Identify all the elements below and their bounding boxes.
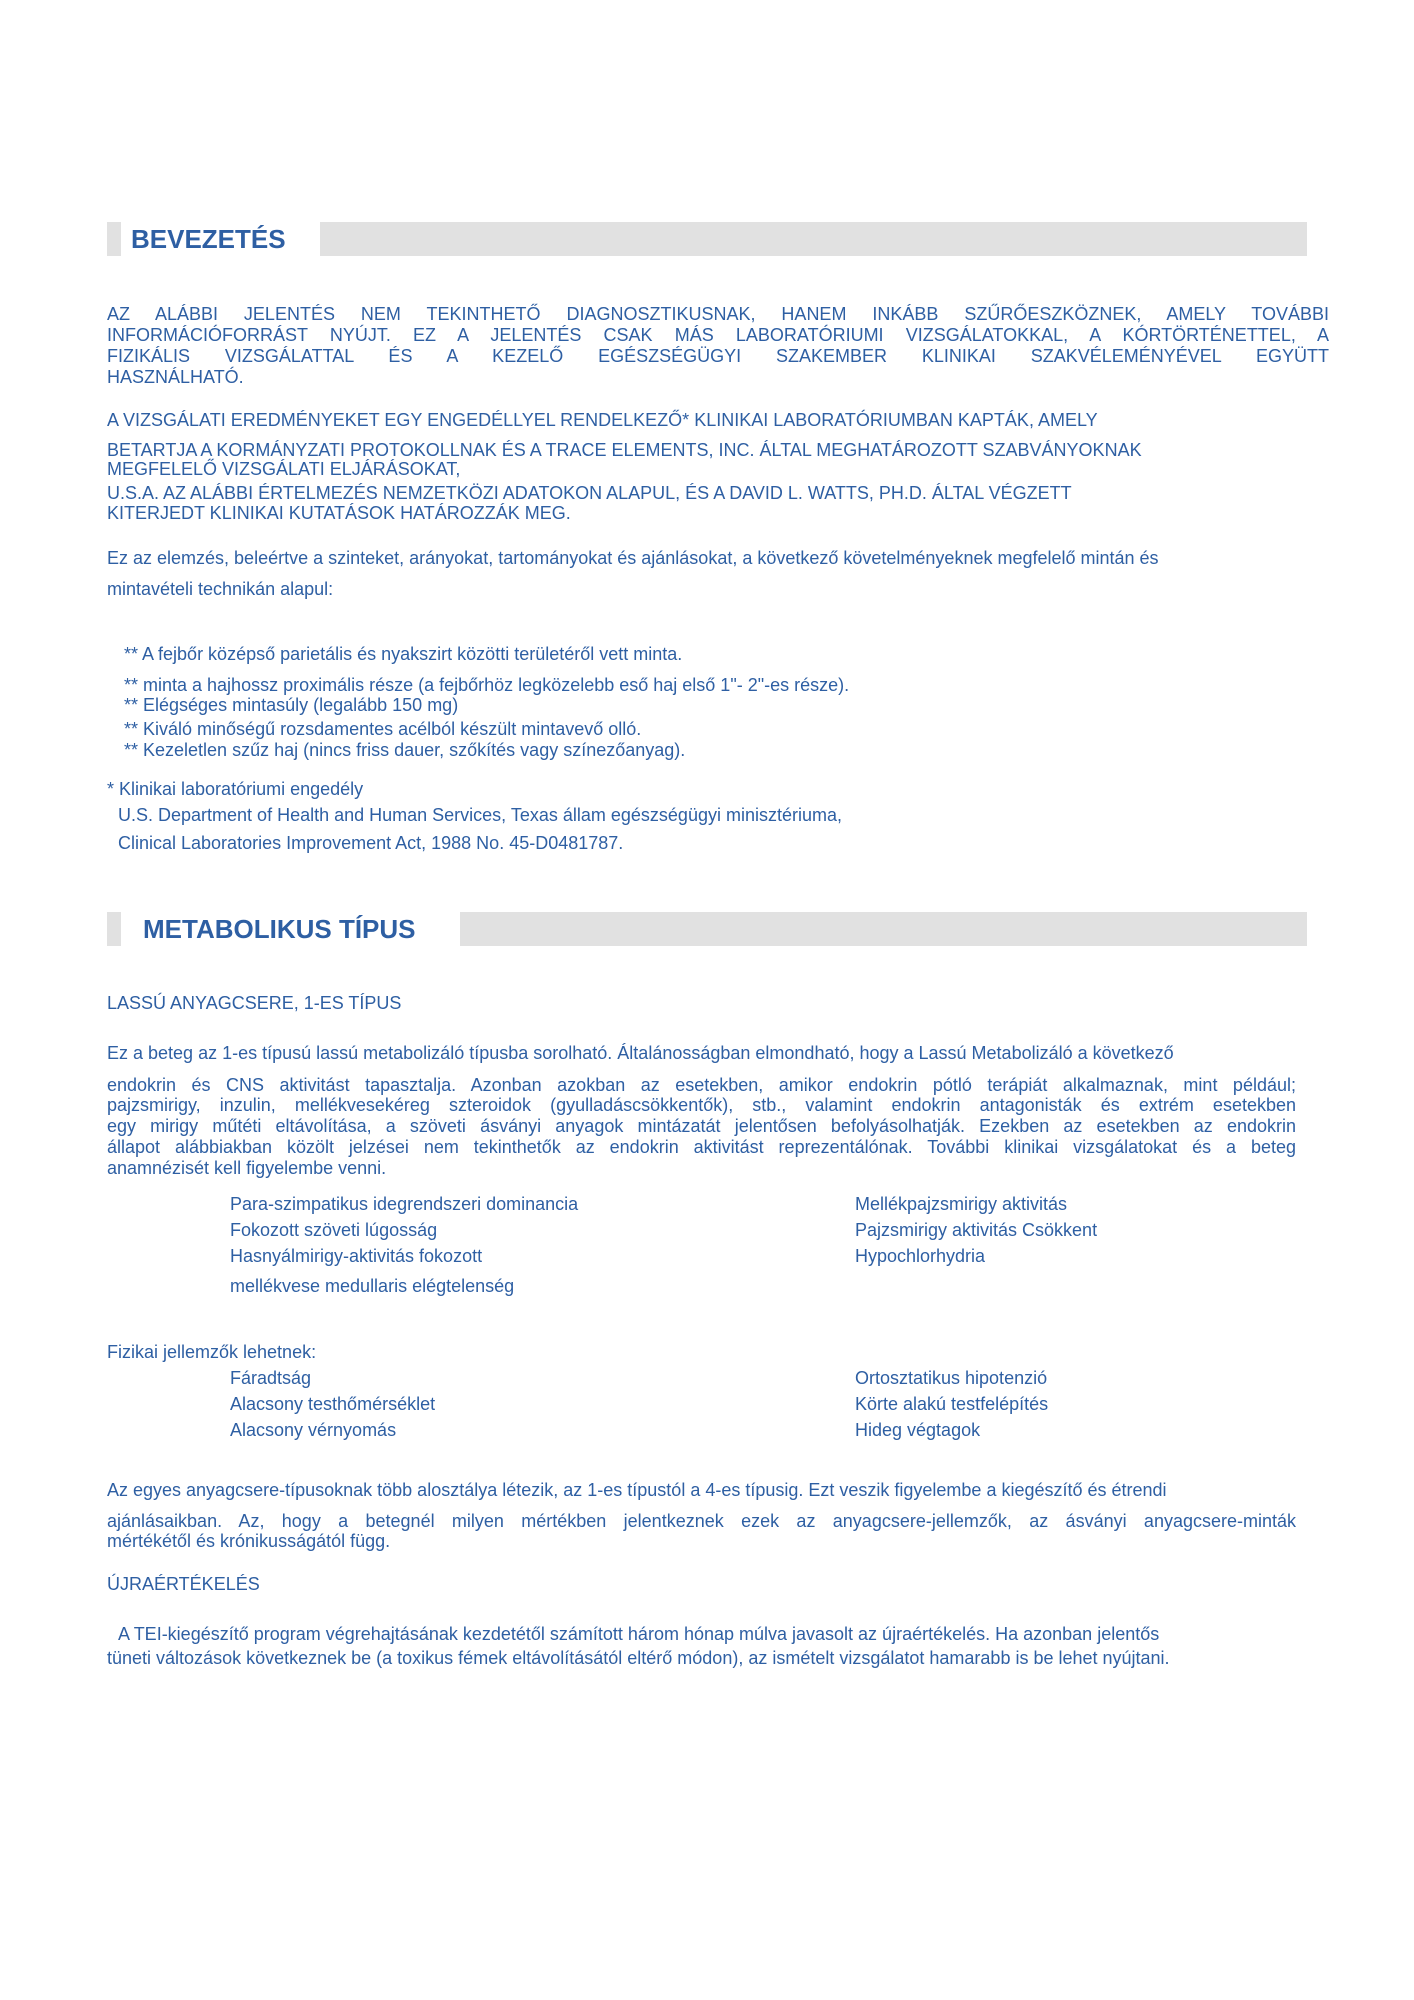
license-footnote: * Klinikai laboratóriumi engedély <box>107 779 364 799</box>
metabolic-paragraph <box>107 1075 1296 1179</box>
subtypes-line: mértékétől és krónikusságától függ. <box>107 1531 391 1551</box>
header-fill-bar <box>320 222 1307 256</box>
reevaluation-line: tüneti változások következnek be (a toxikus fémek eltávolításától eltérő módon), az ismételt vizsgálatot hamarabb is be lehet nyújtani. <box>107 1648 1170 1668</box>
intro-p2-line: A VIZSGÁLATI EREDMÉNYEKET EGY ENGEDÉLLYEL RENDELKEZŐ* KLINIKAI LABORATÓRIUMBAN KAPTÁK, AMELY <box>107 410 1098 430</box>
intro-p3-line: Ez az elemzés, beleértve a szinteket, arányokat, tartományokat és ajánlásokat, a következő követelményeknek megfelelő mintán és <box>107 548 1159 568</box>
intro-p1-line: FIZIKÁLIS VIZSGÁLATTAL ÉS A KEZELŐ EGÉSZSÉGÜGYI SZAKEMBER KLINIKAI SZAKVÉLEMÉNYÉVEL EGYÜTT <box>107 346 1329 366</box>
header-accent-bar <box>107 222 121 256</box>
metabolic-p1-line: egy mirigy műtéti eltávolítása, a szöveti ásványi anyagok mintázatát jelentősen befolyásolhatják. Ezekben az esetekben az endokrin <box>107 1116 1296 1136</box>
license-footnote: Clinical Laboratories Improvement Act, 1988 No. 45-D0481787. <box>118 833 624 853</box>
metabolic-p1-line: Ez a beteg az 1-es típusú lassú metabolizáló típusba sorolható. Általánosságban elmondható, hogy a Lassú Metabolizáló a következő <box>107 1043 1174 1063</box>
metabolic-p1-line: endokrin és CNS aktivitást tapasztalja. Azonban azokban az esetekben, amikor endokrin pótló terápiát alkalmaznak, mint például; <box>107 1075 1296 1095</box>
metabolic-type-label: LASSÚ ANYAGCSERE, 1-ES TÍPUS <box>107 993 402 1013</box>
physical-item: Körte alakú testfelépítés <box>855 1394 1049 1414</box>
section-header-metabolic <box>107 912 1307 946</box>
header-accent-bar <box>107 912 121 946</box>
intro-p3-line: mintavételi technikán alapul: <box>107 579 334 599</box>
intro-p2-line: U.S.A. AZ ALÁBBI ÉRTELMEZÉS NEMZETKÖZI ADATOKON ALAPUL, ÉS A DAVID L. WATTS, PH.D. ÁLTAL VÉGZETT <box>107 483 1072 503</box>
license-footnote: U.S. Department of Health and Human Services, Texas állam egészségügyi minisztériuma, <box>118 805 842 825</box>
metabolic-p1-line: anamnézisét kell figyelembe venni. <box>107 1158 387 1178</box>
subtypes-line: ajánlásaikban. Az, hogy a betegnél milyen mértékben jelentkeznek ezek az anyagcsere-jellemzők, az ásványi anyagcsere-minták <box>107 1511 1296 1531</box>
intro-p1-line: AZ ALÁBBI JELENTÉS NEM TEKINTHETŐ DIAGNOSZTIKUSNAK, HANEM INKÁBB SZŰRŐESZKÖZNEK, AMELY TOVÁBBI <box>107 304 1329 324</box>
requirement-item: ** Kezeletlen szűz haj (nincs friss dauer, szőkítés vagy színezőanyag). <box>124 740 686 760</box>
header-fill-bar <box>460 912 1307 946</box>
physical-item: Fáradtság <box>230 1368 312 1388</box>
reevaluation-line: A TEI-kiegészítő program végrehajtásának kezdetétől számított három hónap múlva javasolt az újraértékelés. Ha azonban jelentős <box>118 1624 1160 1644</box>
trait-item: Para-szimpatikus idegrendszeri dominancia <box>230 1194 579 1214</box>
subtypes-line: Az egyes anyagcsere-típusoknak több alosztálya létezik, az 1-es típustól a 4-es típusig. Ezt veszik figyelembe a kiegészítő és étrendi <box>107 1480 1167 1500</box>
metabolic-p1-line: állapot alábbiakban közölt jelzései nem tekinthetők az endokrin aktivitást reprezentálónak. További klinikai vizsgálatokat és a beteg <box>107 1137 1296 1157</box>
section-title: BEVEZETÉS <box>131 224 286 254</box>
trait-item: Hasnyálmirigy-aktivitás fokozott <box>230 1246 483 1266</box>
requirement-item: ** minta a hajhossz proximális része (a fejbőrhöz legközelebb eső haj első 1"- 2"-es része). <box>124 675 850 695</box>
subtypes-paragraph <box>107 1511 1296 1552</box>
trait-item: Mellékpajzsmirigy aktivitás <box>855 1194 1068 1214</box>
trait-item: Fokozott szöveti lúgosság <box>230 1220 438 1240</box>
physical-item: Alacsony testhőmérséklet <box>230 1394 436 1414</box>
metabolic-p1-line: pajzsmirigy, inzulin, mellékvesekéreg szteroidok (gyulladáscsökkentők), stb., valamint endokrin antagonisták és extrém esetekben <box>107 1095 1296 1115</box>
trait-item: Hypochlorhydria <box>855 1246 986 1266</box>
physical-label: Fizikai jellemzők lehetnek: <box>107 1342 317 1362</box>
intro-p2-line: BETARTJA A KORMÁNYZATI PROTOKOLLNAK ÉS A TRACE ELEMENTS, INC. ÁLTAL MEGHATÁROZOTT SZABVÁNYOKNAK <box>107 440 1142 460</box>
intro-p1-line: INFORMÁCIÓFORRÁST NYÚJT. EZ A JELENTÉS CSAK MÁS LABORATÓRIUMI VIZSGÁLATOKKAL, A KÓRTÖRTÉNETTEL, A <box>107 325 1329 345</box>
section-title: METABOLIKUS TÍPUS <box>143 914 416 944</box>
physical-item: Hideg végtagok <box>855 1420 981 1440</box>
intro-p1-line: HASZNÁLHATÓ. <box>107 367 244 387</box>
trait-item: Pajzsmirigy aktivitás Csökkent <box>855 1220 1098 1240</box>
physical-item: Alacsony vérnyomás <box>230 1420 397 1440</box>
requirement-item: ** Kiváló minőségű rozsdamentes acélból készült mintavevő olló. <box>124 719 642 739</box>
intro-p2-line: MEGFELELŐ VIZSGÁLATI ELJÁRÁSOKAT, <box>107 459 461 479</box>
physical-item: Ortosztatikus hipotenzió <box>855 1368 1048 1388</box>
intro-p2-line: KITERJEDT KLINIKAI KUTATÁSOK HATÁROZZÁK MEG. <box>107 503 571 523</box>
requirement-item: ** Elégséges mintasúly (legalább 150 mg) <box>124 695 459 715</box>
reevaluation-label: ÚJRAÉRTÉKELÉS <box>107 1574 260 1594</box>
trait-item: mellékvese medullaris elégtelenség <box>230 1276 515 1296</box>
intro-paragraph-1 <box>107 304 1329 388</box>
section-header-intro <box>107 222 1307 256</box>
requirement-item: ** A fejbőr középső parietális és nyakszirt közötti területéről vett minta. <box>124 644 683 664</box>
